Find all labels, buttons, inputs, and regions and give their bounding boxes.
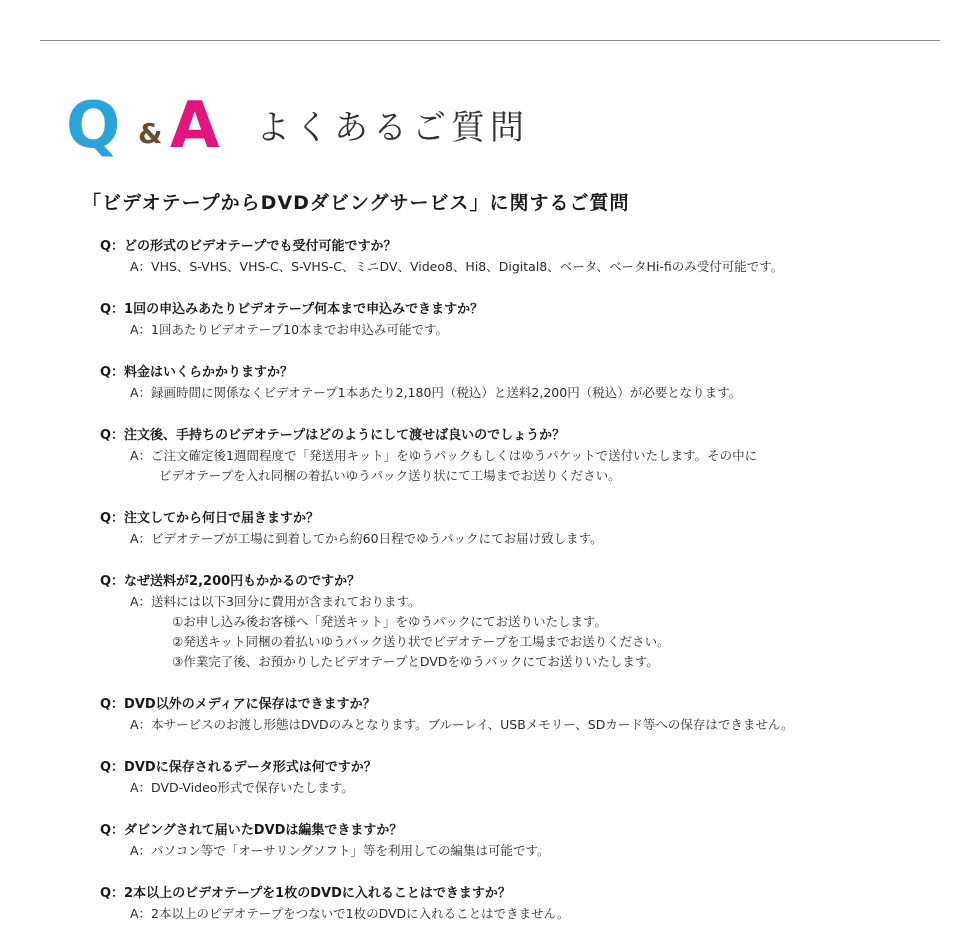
faq-answer: A：送料には以下3回分に費用が含まれております。 <box>130 594 421 609</box>
faq-question: Q：注文してから何日で届きますか？ <box>100 511 320 526</box>
faq-answer: A：ご注文確定後1週間程度で「発送用キット」をゆうパックもしくはゆうパケットで送付いたします。その中に <box>130 448 758 463</box>
faq-answer-subitem: ①お申し込み後お客様へ「発送キット」をゆうパックにてお送りいたします。 <box>172 614 607 629</box>
faq-item <box>100 363 950 403</box>
logo-ampersand: & <box>138 117 163 150</box>
faq-answer-subitem: ②発送キット同梱の着払いゆうパック送り状でビデオテープを工場までお送りください。 <box>172 634 670 649</box>
faq-answer: A：DVD-Video形式で保存いたします。 <box>130 780 354 795</box>
faq-question: Q：1回の申込みあたりビデオテープ何本まで申込みできますか？ <box>100 302 484 317</box>
faq-item <box>100 884 950 924</box>
faq-answer: A：2本以上のビデオテープをつないで1枚のDVDに入れることはできません。 <box>130 906 570 921</box>
section-heading: 「ビデオテープからDVDダビングサービス」に関するご質問 <box>82 192 630 214</box>
faq-question: Q：DVDに保存されるデータ形式は何ですか？ <box>100 760 377 775</box>
faq-item <box>100 695 950 735</box>
faq-question: Q：料金はいくらかかりますか？ <box>100 365 294 380</box>
faq-question: Q：ダビングされて届いたDVDは編集できますか？ <box>100 823 403 838</box>
qa-logo <box>66 89 536 163</box>
top-divider <box>40 40 940 41</box>
faq-answer-continued: ビデオテープを入れ同梱の着払いゆうパック送り状にて工場までお送りください。 <box>159 468 621 483</box>
faq-item <box>100 572 950 672</box>
faq-answer: A：録画時間に関係なくビデオテープ1本あたり2,180円（税込）と送料2,200円（税込）が必要となります。 <box>130 385 742 400</box>
faq-item <box>100 237 950 277</box>
logo-q-letter: Q <box>66 89 121 163</box>
faq-answer: A：VHS、S-VHS、VHS-C、S-VHS-C、ミニDV、Video8、Hi8、Digital8、ベータ、ベータHi-fiのみ受付可能です。 <box>130 259 784 274</box>
faq-item <box>100 509 950 549</box>
faq-question: Q：なぜ送料が2,200円もかかるのですか？ <box>100 574 361 589</box>
faq-item <box>100 758 950 798</box>
faq-item <box>100 821 950 861</box>
faq-answer-subitem: ③作業完了後、お預かりしたビデオテープとDVDをゆうパックにてお送りいたします。 <box>172 654 659 669</box>
faq-question: Q：注文後、手持ちのビデオテープはどのようにして渡せば良いのでしょうか？ <box>100 428 566 443</box>
logo-a-letter: A <box>170 89 220 163</box>
faq-item <box>100 300 950 340</box>
faq-answer: A：パソコン等で「オーサリングソフト」等を利用しての編集は可能です。 <box>130 843 550 858</box>
faq-answer: A：本サービスのお渡し形態はDVDのみとなります。ブルーレイ、USBメモリー、SDカード等への保存はできません。 <box>130 717 794 732</box>
faq-answer: A：ビデオテープが工場に到着してから約60日程でゆうパックにてお届け致します。 <box>130 531 603 546</box>
page-title: よくあるご質問 <box>256 108 529 148</box>
faq-question: Q：2本以上のビデオテープを1枚のDVDに入れることはできますか？ <box>100 886 511 901</box>
faq-question: Q：DVD以外のメディアに保存はできますか？ <box>100 697 376 712</box>
faq-answer: A：1回あたりビデオテープ10本までお申込み可能です。 <box>130 322 449 337</box>
faq-question: Q：どの形式のビデオテープでも受付可能ですか？ <box>100 239 397 254</box>
faq-item <box>100 426 950 486</box>
